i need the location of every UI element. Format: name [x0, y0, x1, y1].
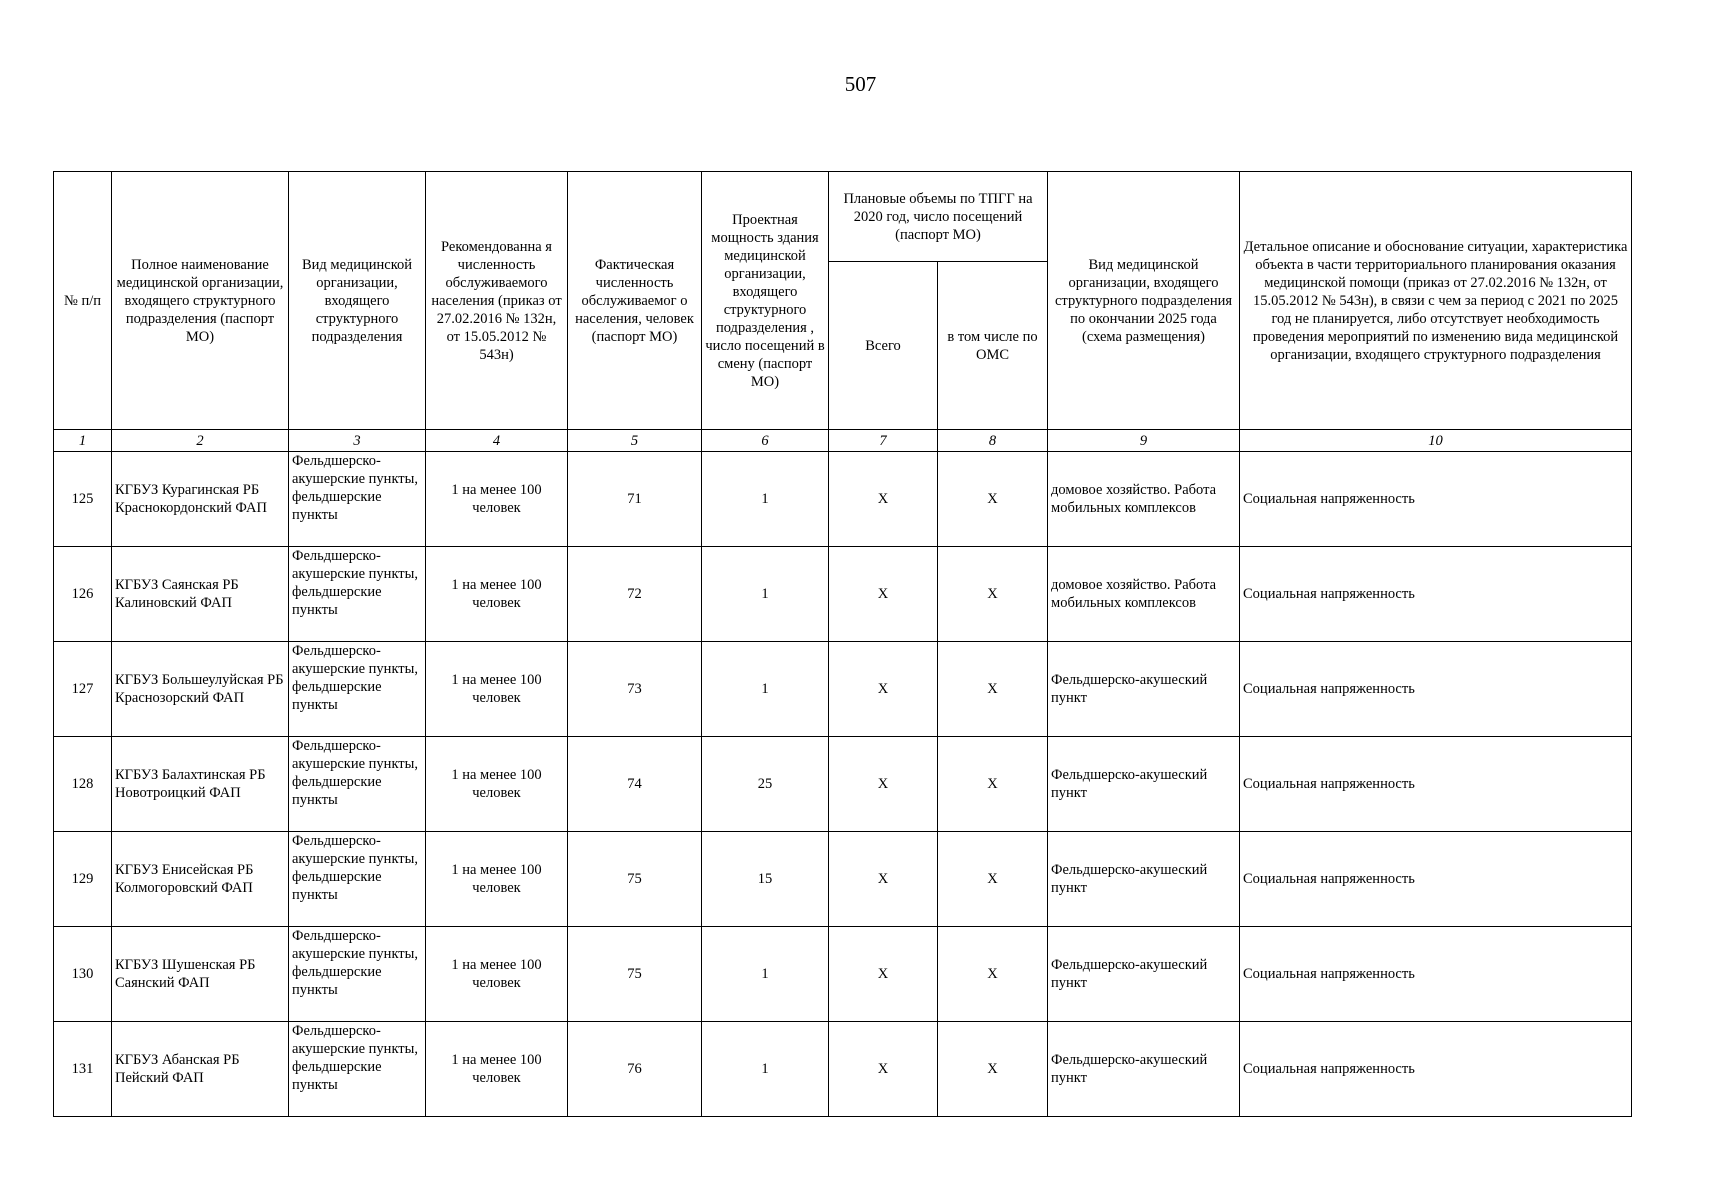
- row-number: 129: [54, 832, 112, 927]
- column-number: 7: [829, 430, 938, 452]
- medical-organizations-table: [53, 171, 1632, 1117]
- row-number: 127: [54, 642, 112, 737]
- planned-oms: Х: [938, 642, 1048, 737]
- organization-kind-text: Фельдшерско-акушерские пункты, фельдшерские пункты: [292, 643, 419, 713]
- planned-total: Х: [829, 642, 938, 737]
- planned-total: Х: [829, 737, 938, 832]
- header-type-2025: Вид медицинской организации, входящего структурного подразделения по окончании 2025 года (схема размещения): [1048, 172, 1240, 430]
- header-total: Всего: [829, 262, 938, 430]
- column-numbers-row: [54, 430, 1632, 452]
- column-number: 9: [1048, 430, 1240, 452]
- actual-population: 76: [568, 1022, 702, 1117]
- header-kind: Вид медицинской организации, входящего структурного подразделения: [289, 172, 426, 430]
- description: Социальная напряженность: [1240, 832, 1632, 927]
- table-row: [54, 642, 1632, 737]
- planned-total: Х: [829, 832, 938, 927]
- planned-oms: Х: [938, 737, 1048, 832]
- actual-population: 71: [568, 452, 702, 547]
- design-capacity: 15: [702, 832, 829, 927]
- type-2025: Фельдшерско-акушеский пункт: [1048, 642, 1240, 737]
- organization-kind: [289, 547, 426, 642]
- organization-kind-text: Фельдшерско-акушерские пункты, фельдшерские пункты: [292, 1023, 419, 1093]
- column-number: 10: [1240, 430, 1632, 452]
- organization-kind: [289, 832, 426, 927]
- planned-oms: Х: [938, 832, 1048, 927]
- organization-kind: [289, 452, 426, 547]
- row-number: 125: [54, 452, 112, 547]
- description: Социальная напряженность: [1240, 547, 1632, 642]
- planned-oms: Х: [938, 452, 1048, 547]
- header-full-name: Полное наименование медицинской организации, входящего структурного подразделения (паспорт МО): [112, 172, 289, 430]
- organization-name: КГБУЗ Балахтинская РБ Новотроицкий ФАП: [112, 737, 289, 832]
- header-planned-volumes: Плановые объемы по ТПГГ на 2020 год, число посещений (паспорт МО): [829, 172, 1048, 262]
- table-row: [54, 547, 1632, 642]
- actual-population: 75: [568, 927, 702, 1022]
- recommended-population: 1 на менее 100 человек: [426, 1022, 568, 1117]
- recommended-population: 1 на менее 100 человек: [426, 452, 568, 547]
- table-row: [54, 452, 1632, 547]
- organization-name: КГБУЗ Большеулуйская РБ Краснозорский ФАП: [112, 642, 289, 737]
- table-row: [54, 1022, 1632, 1117]
- actual-population: 74: [568, 737, 702, 832]
- page-number: 507: [844, 72, 877, 96]
- column-number: 8: [938, 430, 1048, 452]
- type-2025: Фельдшерско-акушеский пункт: [1048, 832, 1240, 927]
- design-capacity: 1: [702, 452, 829, 547]
- organization-name: КГБУЗ Абанская РБ Пейский ФАП: [112, 1022, 289, 1117]
- planned-oms: Х: [938, 927, 1048, 1022]
- column-number: 3: [289, 430, 426, 452]
- design-capacity: 1: [702, 927, 829, 1022]
- recommended-population: 1 на менее 100 человек: [426, 737, 568, 832]
- row-number: 126: [54, 547, 112, 642]
- table-row: [54, 832, 1632, 927]
- organization-kind-text: Фельдшерско-акушерские пункты, фельдшерские пункты: [292, 833, 419, 903]
- design-capacity: 1: [702, 547, 829, 642]
- table-header: [54, 172, 1632, 452]
- column-number: 5: [568, 430, 702, 452]
- organization-kind: [289, 642, 426, 737]
- column-number: 4: [426, 430, 568, 452]
- type-2025: Фельдшерско-акушеский пункт: [1048, 737, 1240, 832]
- header-recommended-population: Рекомендованна я численность обслуживаемого населения (приказ от 27.02.2016 № 132н, от 15.05.2012 № 543н): [426, 172, 568, 430]
- recommended-population: 1 на менее 100 человек: [426, 927, 568, 1022]
- planned-oms: Х: [938, 1022, 1048, 1117]
- actual-population: 73: [568, 642, 702, 737]
- header-design-capacity: Проектная мощность здания медицинской организации, входящего структурного подразделения , число посещений в смену (паспорт МО): [702, 172, 829, 430]
- planned-total: Х: [829, 547, 938, 642]
- planned-oms: Х: [938, 547, 1048, 642]
- organization-kind-text: Фельдшерско-акушерские пункты, фельдшерские пункты: [292, 548, 419, 618]
- description: Социальная напряженность: [1240, 927, 1632, 1022]
- design-capacity: 25: [702, 737, 829, 832]
- column-number: 6: [702, 430, 829, 452]
- actual-population: 75: [568, 832, 702, 927]
- organization-kind-text: Фельдшерско-акушерские пункты, фельдшерские пункты: [292, 738, 419, 808]
- description: Социальная напряженность: [1240, 1022, 1632, 1117]
- column-number: 2: [112, 430, 289, 452]
- type-2025: Фельдшерско-акушеский пункт: [1048, 1022, 1240, 1117]
- organization-name: КГБУЗ Енисейская РБ Колмогоровский ФАП: [112, 832, 289, 927]
- type-2025: домовое хозяйство. Работа мобильных комплексов: [1048, 547, 1240, 642]
- organization-kind: [289, 927, 426, 1022]
- table-body: [54, 452, 1632, 1117]
- design-capacity: 1: [702, 1022, 829, 1117]
- type-2025: Фельдшерско-акушеский пункт: [1048, 927, 1240, 1022]
- table-row: [54, 927, 1632, 1022]
- header-number: № п/п: [54, 172, 112, 430]
- organization-kind-text: Фельдшерско-акушерские пункты, фельдшерские пункты: [292, 928, 419, 998]
- recommended-population: 1 на менее 100 человек: [426, 832, 568, 927]
- organization-name: КГБУЗ Шушенская РБ Саянский ФАП: [112, 927, 289, 1022]
- description: Социальная напряженность: [1240, 737, 1632, 832]
- recommended-population: 1 на менее 100 человек: [426, 547, 568, 642]
- description: Социальная напряженность: [1240, 642, 1632, 737]
- header-description: Детальное описание и обоснование ситуации, характеристика объекта в части территориального планирования оказания медицинской помощи (приказ от 27.02.2016 № 132н, от 15.05.2012 № 543н), в связи с чем за период с 2021 по 2025 год не планируется, либо отсутствует необходимость проведения мероприятий по изменению вида медицинской организации, входящего структурного подразделения: [1240, 172, 1632, 430]
- description: Социальная напряженность: [1240, 452, 1632, 547]
- planned-total: Х: [829, 452, 938, 547]
- actual-population: 72: [568, 547, 702, 642]
- design-capacity: 1: [702, 642, 829, 737]
- header-actual-population: Фактическая численность обслуживаемог о населения, человек (паспорт МО): [568, 172, 702, 430]
- planned-total: Х: [829, 927, 938, 1022]
- organization-kind: [289, 737, 426, 832]
- organization-name: КГБУЗ Саянская РБ Калиновский ФАП: [112, 547, 289, 642]
- organization-kind: [289, 1022, 426, 1117]
- row-number: 131: [54, 1022, 112, 1117]
- header-oms: в том числе по ОМС: [938, 262, 1048, 430]
- column-number: 1: [54, 430, 112, 452]
- table-row: [54, 737, 1632, 832]
- row-number: 128: [54, 737, 112, 832]
- type-2025: домовое хозяйство. Работа мобильных комплексов: [1048, 452, 1240, 547]
- row-number: 130: [54, 927, 112, 1022]
- planned-total: Х: [829, 1022, 938, 1117]
- organization-name: КГБУЗ Курагинская РБ Краснокордонский ФАП: [112, 452, 289, 547]
- recommended-population: 1 на менее 100 человек: [426, 642, 568, 737]
- organization-kind-text: Фельдшерско-акушерские пункты, фельдшерские пункты: [292, 453, 419, 523]
